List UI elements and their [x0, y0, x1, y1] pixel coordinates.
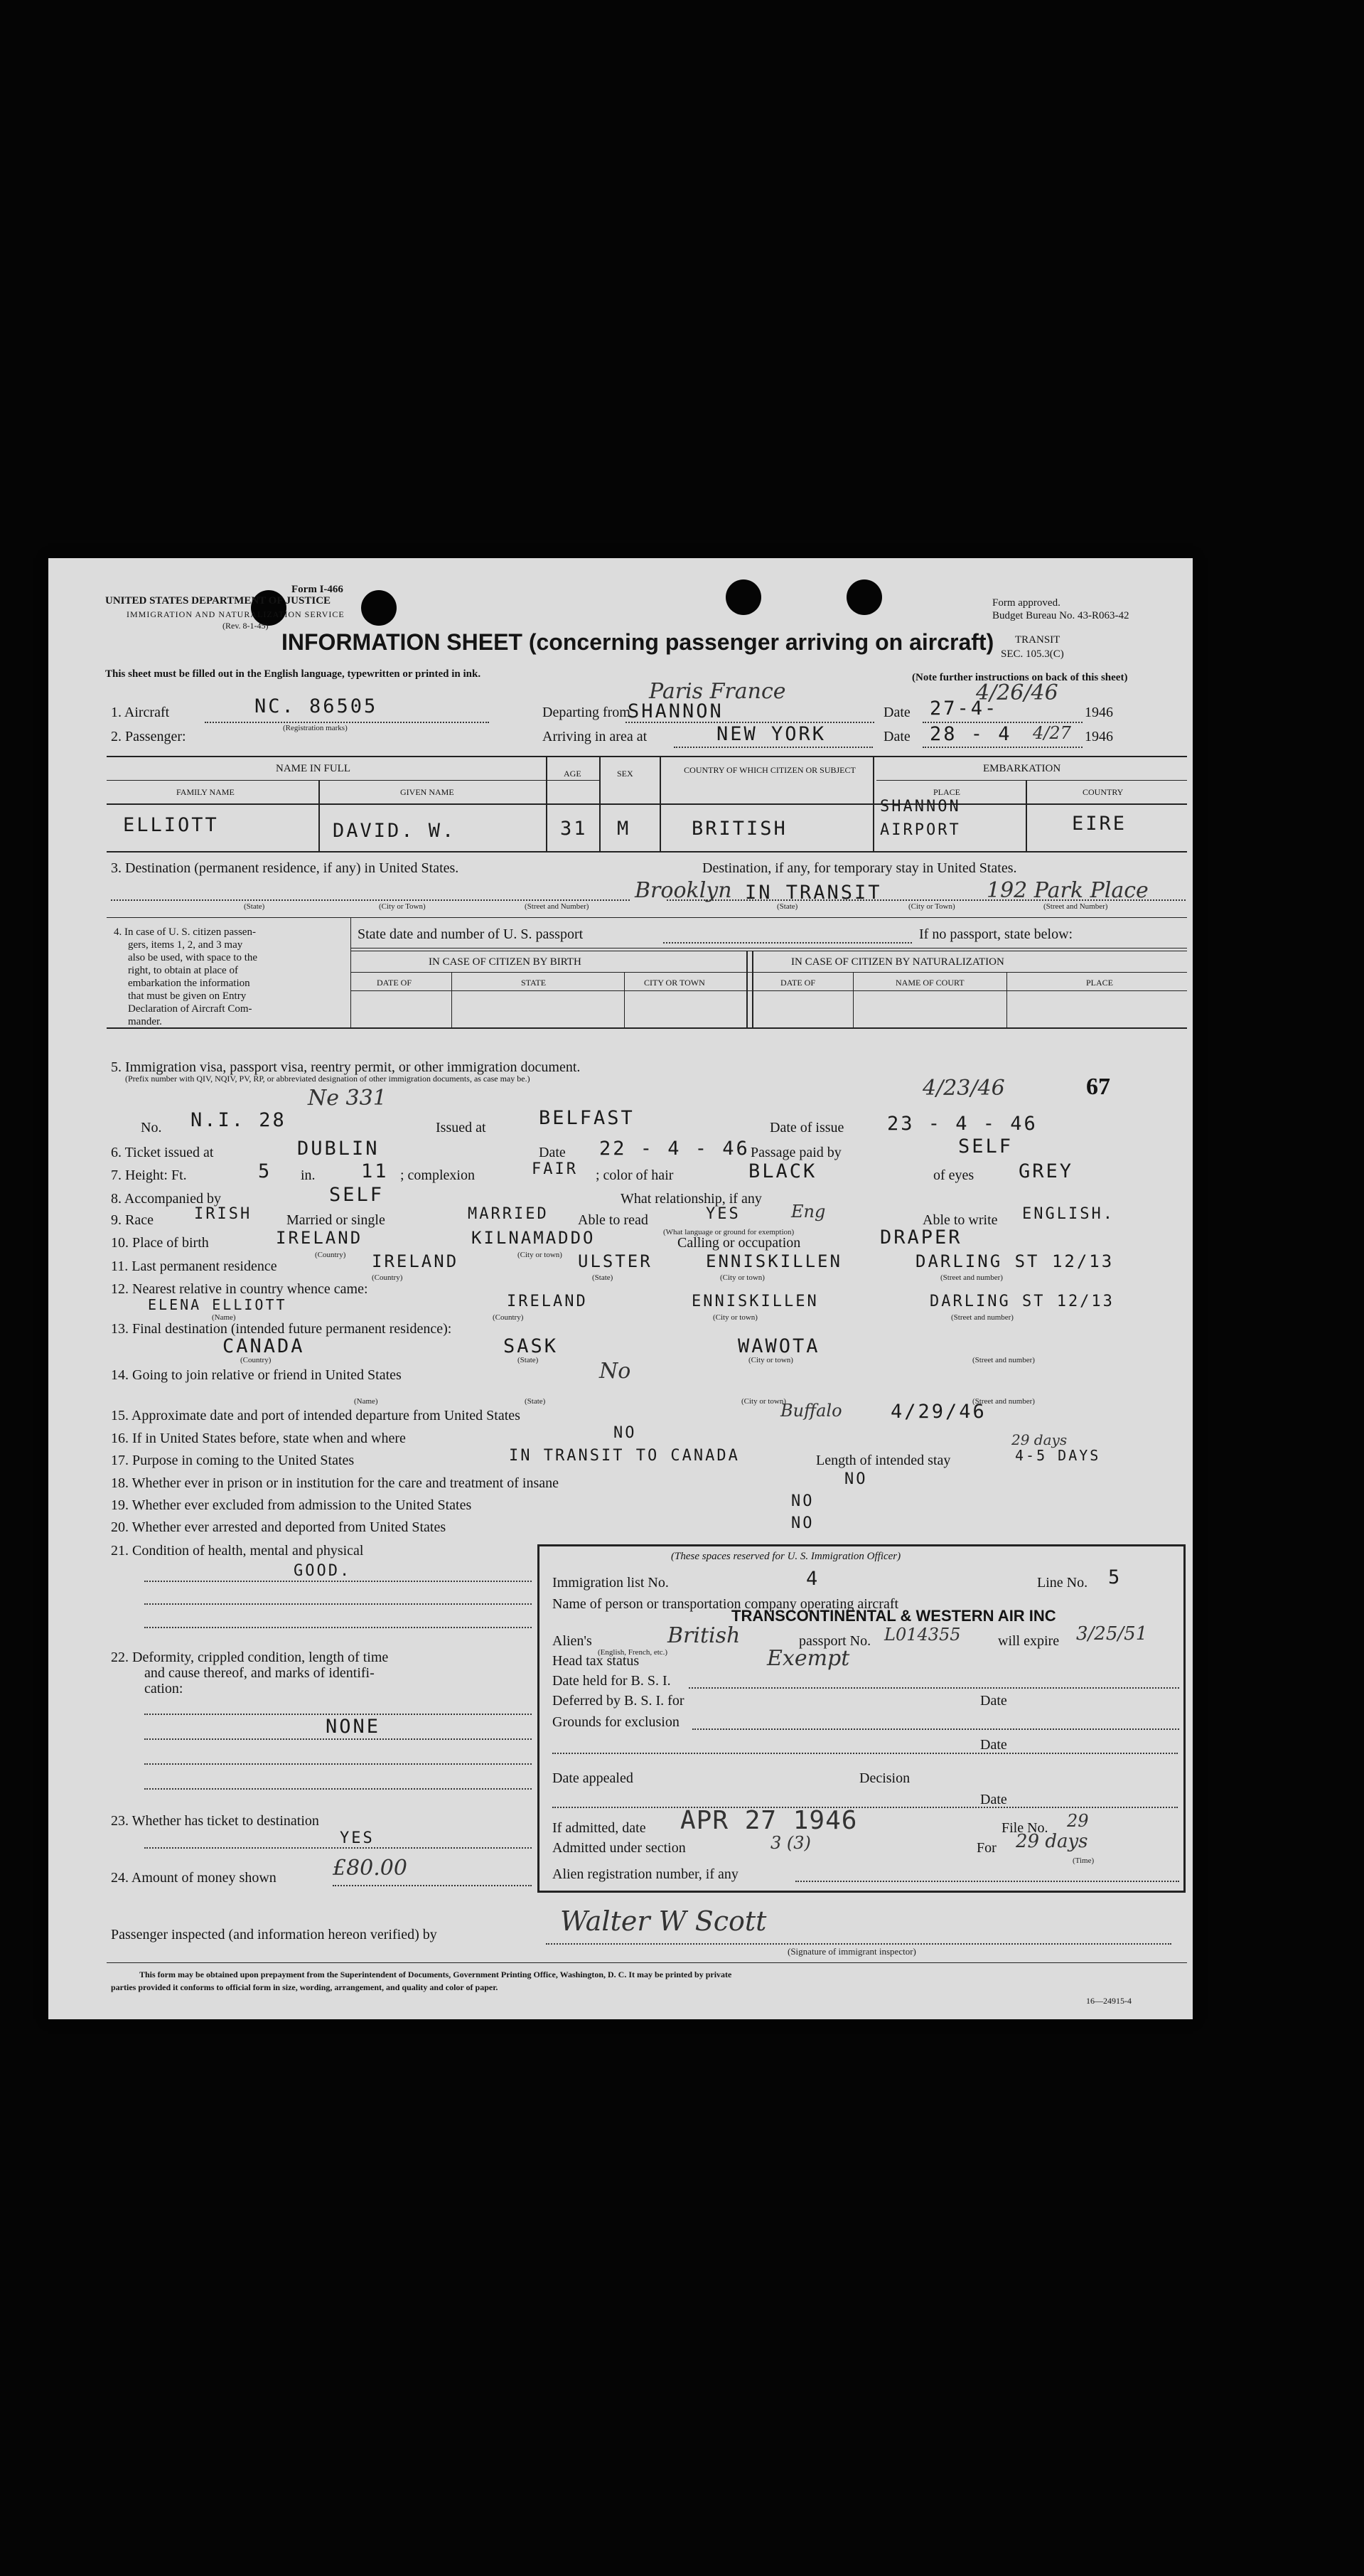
item4-label-line: gers, items 1, 2, and 3 may [128, 939, 243, 951]
embark-country-value: EIRE [1072, 813, 1127, 835]
item4-label-line: also be used, with space to the [128, 952, 258, 963]
item3-sub-state: (State) [244, 902, 265, 911]
item3-temp-label: Destination, if any, for temporary stay in United States. [702, 860, 1017, 876]
family-name-header: FAMILY NAME [176, 787, 235, 797]
join-sub-street: (Street and number) [972, 1397, 1035, 1406]
relative-street-value: DARLING ST 12/13 [930, 1293, 1115, 1310]
grounds-label: Grounds for exclusion [552, 1714, 680, 1730]
read-language-sub: (What language or ground for exemption) [663, 1228, 795, 1236]
visa-no-note: Ne 331 [308, 1086, 387, 1111]
read-language-note: Eng [791, 1202, 826, 1222]
health-value: GOOD. [294, 1562, 352, 1580]
item14-label: 14. Going to join relative or friend in United States [111, 1367, 402, 1383]
birth-country-value: IRELAND [276, 1228, 363, 1248]
item4-label-line: embarkation the information [128, 978, 250, 989]
last-residence-street: DARLING ST 12/13 [915, 1251, 1115, 1271]
date-label-2: Date [884, 729, 911, 744]
height-in-value: 11 [361, 1160, 389, 1182]
stay-label: Length of intended stay [816, 1453, 951, 1468]
agency-line-1: UNITED STATES DEPARTMENT OF JUSTICE [105, 595, 331, 606]
for-value: 29 days [1016, 1831, 1088, 1852]
registration-marks-caption: (Registration marks) [283, 724, 348, 732]
embarkation-header: EMBARKATION [983, 763, 1061, 774]
given-name-value: DAVID. W. [333, 820, 456, 842]
form-title: INFORMATION SHEET (concerning passenger arriving on aircraft) [281, 629, 994, 655]
prison-value: NO [844, 1470, 868, 1488]
item4-label-line: right, to obtain at place of [128, 965, 238, 976]
passport-no-value: L014355 [884, 1625, 961, 1645]
arriving-value: NEW YORK [716, 723, 827, 745]
item4-label-line: Declaration of Aircraft Com- [128, 1003, 252, 1015]
aircraft-label: 1. Aircraft [111, 705, 170, 720]
embark-place-line1: SHANNON [880, 798, 961, 816]
alien-nationality-value: British [667, 1623, 741, 1648]
admitted-date-label: If admitted, date [552, 1820, 646, 1836]
citizen-by-naturalization-header: IN CASE OF CITIZEN BY NATURALIZATION [791, 956, 1004, 968]
arrival-year: 1946 [1085, 729, 1113, 744]
read-label: Able to read [578, 1212, 648, 1228]
item4-label-line: 4. In case of U. S. citizen passen- [114, 926, 256, 938]
item4-label-line: that must be given on Entry [128, 990, 247, 1002]
ticket-date-label: Date [539, 1145, 566, 1160]
item23-label: 23. Whether has ticket to destination [111, 1813, 319, 1829]
complexion-label: ; complexion [400, 1167, 475, 1183]
item3-sub-city: (City or Town) [379, 902, 426, 911]
item22-label-line: 22. Deformity, crippled condition, length of time [111, 1650, 389, 1665]
punch-hole [361, 590, 397, 626]
name-in-full-header: NAME IN FULL [276, 763, 350, 774]
grounds-date-label: Date [980, 1737, 1007, 1753]
visa-no-value: N.I. 28 [190, 1109, 286, 1131]
last-residence-city: ENNISKILLEN [706, 1251, 842, 1271]
departure-date-intended: 4/29/46 [891, 1401, 987, 1423]
relative-country-value: IRELAND [507, 1293, 588, 1310]
residence-sub-state: (State) [592, 1273, 613, 1282]
write-value: ENGLISH. [1022, 1205, 1115, 1223]
race-value: IRISH [194, 1205, 252, 1223]
age-header: AGE [564, 769, 581, 779]
birth-sub-city: (City or town) [517, 1251, 562, 1259]
nat-court-header: NAME OF COURT [896, 978, 965, 988]
citizen-of-value: BRITISH [692, 818, 788, 840]
item19-label: 19. Whether ever excluded from admission to the United States [111, 1497, 472, 1513]
arrival-date-value: 28 - 4 [930, 723, 1012, 745]
alien-sub: (English, French, etc.) [598, 1648, 668, 1657]
item22-label-line: and cause thereof, and marks of identifi- [144, 1665, 375, 1681]
family-name-value: ELLIOTT [123, 814, 219, 836]
embark-country-header: COUNTRY [1083, 787, 1124, 797]
passage-paid-value: SELF [958, 1135, 1014, 1158]
destination-sub-state: (State) [517, 1356, 539, 1364]
sex-value: M [617, 818, 631, 840]
deformity-value: NONE [326, 1716, 381, 1738]
transit-stamp: TRANSIT [1015, 634, 1060, 646]
issued-at-label: Issued at [436, 1120, 486, 1135]
hair-color-label: ; color of hair [596, 1167, 674, 1183]
inspector-signature: Walter W Scott [560, 1906, 767, 1937]
excluded-value: NO [791, 1492, 815, 1510]
nat-date-header: DATE OF [780, 978, 816, 988]
for-label: For [977, 1840, 997, 1856]
file-no-value: 29 [1067, 1811, 1089, 1831]
hair-color-value: BLACK [748, 1160, 817, 1182]
agency-line-2: IMMIGRATION AND NATURALIZATION SERVICE [127, 609, 345, 619]
form-revision: (Rev. 8-1-45) [222, 621, 269, 631]
print-code: 16—24915-4 [1086, 1996, 1132, 2006]
item8-label: 8. Accompanied by [111, 1191, 221, 1207]
accompanied-by-value: SELF [329, 1184, 385, 1206]
departure-date-note: 4/26/46 [976, 680, 1058, 705]
married-label: Married or single [286, 1212, 385, 1228]
stay-value: 4-5 DAYS [1015, 1447, 1101, 1464]
embark-place-header: PLACE [933, 787, 961, 797]
join-sub-city: (City or town) [741, 1397, 786, 1406]
immigration-list-label: Immigration list No. [552, 1575, 669, 1591]
print-note-line2: parties provided it conforms to official form in size, wording, arrangement, and quality and color of paper. [111, 1982, 498, 1992]
date-of-issue-note: 4/23/46 [923, 1076, 1005, 1101]
back-note: (Note further instructions on back of this sheet) [912, 672, 1128, 683]
page-number: 67 [1086, 1074, 1110, 1100]
time-sub: (Time) [1073, 1856, 1095, 1865]
item3-sub-state-2: (State) [777, 902, 798, 911]
departure-date-value: 27-4- [930, 698, 999, 720]
passenger-label: 2. Passenger: [111, 729, 186, 744]
item20-label: 20. Whether ever arrested and deported from United States [111, 1519, 446, 1535]
item3-sub-city-2: (City or Town) [908, 902, 955, 911]
item3-note-right: 192 Park Place [987, 878, 1149, 903]
section-stamp: SEC. 105.3(C) [1001, 648, 1064, 660]
immigration-list-value: 4 [806, 1568, 820, 1590]
departure-year: 1946 [1085, 705, 1113, 720]
ticket-issued-value: DUBLIN [297, 1138, 380, 1160]
residence-sub-city: (City or town) [720, 1273, 765, 1282]
head-tax-label: Head tax status [552, 1653, 640, 1669]
item24-label: 24. Amount of money shown [111, 1870, 276, 1886]
item22-label-line: cation: [144, 1681, 183, 1696]
item3-note-left: Brooklyn [635, 878, 732, 903]
item16-label: 16. If in United States before, state when and where [111, 1431, 406, 1446]
residence-sub-street: (Street and number) [940, 1273, 1003, 1282]
passage-paid-label: Passage paid by [751, 1145, 842, 1160]
previous-visit-value: NO [613, 1424, 637, 1442]
passport-no-label: passport No. [799, 1633, 871, 1649]
admitted-date-stamp: APR 27 1946 [680, 1806, 858, 1835]
head-tax-value: Exempt [767, 1646, 850, 1671]
departing-label: Departing from [542, 705, 630, 720]
item5-sub: (Prefix number with QIV, NQIV, PV, RP, or abbreviated designation of other immigration documents, as case may be.) [125, 1074, 530, 1084]
item12-label: 12. Nearest relative in country whence came: [111, 1281, 368, 1297]
birth-city-value: KILNAMADDO [471, 1228, 596, 1248]
company-stamp: TRANSCONTINENTAL & WESTERN AIR INC [731, 1607, 1056, 1625]
relative-sub-street: (Street and number) [951, 1313, 1014, 1322]
last-residence-state: ULSTER [578, 1251, 653, 1271]
ticket-date-value: 22 - 4 - 46 [599, 1138, 750, 1160]
eyes-value: GREY [1019, 1160, 1074, 1182]
calling-value: DRAPER [880, 1226, 962, 1249]
form-number: Form I-466 [291, 584, 343, 595]
item3-sub-street-2: (Street and Number) [1043, 902, 1108, 911]
item3-label: 3. Destination (permanent residence, if any) in United States. [111, 860, 459, 876]
relative-name-value: ELENA ELLIOTT [148, 1296, 287, 1313]
destination-sub-street: (Street and number) [972, 1356, 1035, 1364]
item6-label: 6. Ticket issued at [111, 1145, 214, 1160]
departing-handwritten-note: Paris France [649, 679, 786, 704]
relative-city-value: ENNISKILLEN [692, 1293, 819, 1310]
final-destination-country: CANADA [222, 1335, 305, 1357]
relative-sub-country: (Country) [493, 1313, 524, 1322]
signature-caption: (Signature of immigrant inspector) [788, 1946, 916, 1957]
given-name-header: GIVEN NAME [400, 787, 454, 797]
line-no-value: 5 [1108, 1566, 1122, 1588]
item3-sub-street: (Street and Number) [525, 902, 589, 911]
relationship-label: What relationship, if any [621, 1191, 762, 1207]
birth-sub-country: (Country) [315, 1251, 346, 1259]
budget-bureau: Budget Bureau No. 43-R063-42 [992, 610, 1129, 621]
punch-hole [847, 579, 882, 615]
item11-label: 11. Last permanent residence [111, 1258, 277, 1274]
final-destination-city: WAWOTA [738, 1335, 820, 1357]
date-label-1: Date [884, 705, 911, 720]
immigration-officer-box [537, 1544, 1186, 1893]
alien-registration-label: Alien registration number, if any [552, 1866, 739, 1882]
nat-place-header: PLACE [1086, 978, 1114, 988]
departure-port-note: Buffalo [780, 1401, 842, 1421]
visa-no-label: No. [141, 1120, 162, 1135]
arriving-label: Arriving in area at [542, 729, 648, 744]
issued-at-value: BELFAST [539, 1107, 635, 1129]
item13-label: 13. Final destination (intended future permanent residence): [111, 1321, 452, 1337]
height-in-label: in. [301, 1167, 316, 1183]
expire-value: 3/25/51 [1076, 1623, 1148, 1645]
last-residence-country: IRELAND [372, 1251, 459, 1271]
date-of-issue-value: 23 - 4 - 46 [887, 1113, 1038, 1135]
birth-state-header: STATE [521, 978, 547, 988]
height-ft-value: 5 [258, 1160, 272, 1182]
line-no-label: Line No. [1037, 1575, 1088, 1591]
admitted-section-label: Admitted under section [552, 1840, 686, 1856]
relative-sub-name: (Name) [212, 1313, 236, 1322]
company-label: Name of person or transportation company operating aircraft [552, 1596, 899, 1612]
appealed-label: Date appealed [552, 1770, 633, 1786]
eyes-label: of eyes [933, 1167, 974, 1183]
sex-header: SEX [617, 769, 633, 779]
decision-date-label: Date [980, 1792, 1007, 1807]
complexion-value: FAIR [532, 1160, 578, 1178]
final-destination-state: SASK [503, 1335, 559, 1357]
item3-value: IN TRANSIT [745, 882, 882, 904]
citizen-of-header: COUNTRY OF WHICH CITIZEN OR SUBJECT [684, 765, 856, 775]
item15-label: 15. Approximate date and port of intended departure from United States [111, 1408, 520, 1423]
item21-label: 21. Condition of health, mental and physical [111, 1543, 364, 1559]
bsi-date-label: Date held for B. S. I. [552, 1673, 671, 1689]
expire-label: will expire [998, 1633, 1060, 1649]
deported-value: NO [791, 1514, 815, 1532]
alien-nationality-label: Alien's [552, 1633, 592, 1649]
decision-label: Decision [859, 1770, 911, 1786]
married-value: MARRIED [468, 1205, 549, 1223]
write-label: Able to write [923, 1212, 998, 1228]
join-sub-state: (State) [525, 1397, 546, 1406]
calling-label: Calling or occupation [677, 1235, 801, 1251]
deferred-date-label: Date [980, 1693, 1007, 1709]
date-of-issue-label: Date of issue [770, 1120, 844, 1135]
birth-date-header: DATE OF [377, 978, 412, 988]
money-value: £80.00 [333, 1856, 407, 1881]
ticket-value: YES [340, 1829, 375, 1847]
admitted-section-value: 3 (3) [770, 1833, 811, 1853]
arrival-date-note: 4/27 [1033, 723, 1071, 743]
stay-note: 29 days [1011, 1431, 1068, 1448]
item17-label: 17. Purpose in coming to the United States [111, 1453, 355, 1468]
form-approved: Form approved. [992, 597, 1060, 609]
destination-sub-country: (Country) [240, 1356, 272, 1364]
destination-sub-city: (City or town) [748, 1356, 793, 1364]
officer-box-header: (These spaces reserved for U. S. Immigration Officer) [671, 1551, 901, 1562]
information-sheet-form [48, 558, 1193, 2019]
print-note-line1: This form may be obtained upon prepayment from the Superintendent of Documents, Government Printing Office, Washington, D. C. It may be printed by private [139, 1970, 732, 1979]
item9-label: 9. Race [111, 1212, 154, 1228]
passport-date-label: State date and number of U. S. passport [358, 926, 584, 942]
punch-hole [726, 579, 761, 615]
deferred-label: Deferred by B. S. I. for [552, 1693, 684, 1709]
join-relative-value: No [599, 1359, 631, 1384]
age-value: 31 [560, 818, 588, 840]
item4-label-line: mander. [128, 1016, 162, 1027]
residence-sub-country: (Country) [372, 1273, 403, 1282]
relative-sub-city: (City or town) [713, 1313, 758, 1322]
read-value: YES [706, 1205, 741, 1223]
no-passport-label: If no passport, state below: [919, 926, 1073, 942]
purpose-value: IN TRANSIT TO CANADA [509, 1447, 740, 1465]
birth-city-header: CITY OR TOWN [644, 978, 705, 988]
item5-label: 5. Immigration visa, passport visa, reentry permit, or other immigration document. [111, 1059, 581, 1075]
form-instruction: This sheet must be filled out in the English language, typewritten or printed in ink. [105, 668, 481, 680]
citizen-by-birth-header: IN CASE OF CITIZEN BY BIRTH [429, 956, 581, 968]
item10-label: 10. Place of birth [111, 1235, 209, 1251]
item7-label: 7. Height: Ft. [111, 1167, 187, 1183]
embark-place-line2: AIRPORT [880, 821, 961, 839]
item18-label: 18. Whether ever in prison or in institution for the care and treatment of insane [111, 1475, 559, 1491]
inspected-by-label: Passenger inspected (and information hereon verified) by [111, 1927, 437, 1942]
aircraft-value: NC. 86505 [254, 695, 378, 717]
join-sub-name: (Name) [354, 1397, 378, 1406]
departing-value: SHANNON [628, 700, 724, 722]
file-no-label: File No. [1001, 1820, 1048, 1836]
